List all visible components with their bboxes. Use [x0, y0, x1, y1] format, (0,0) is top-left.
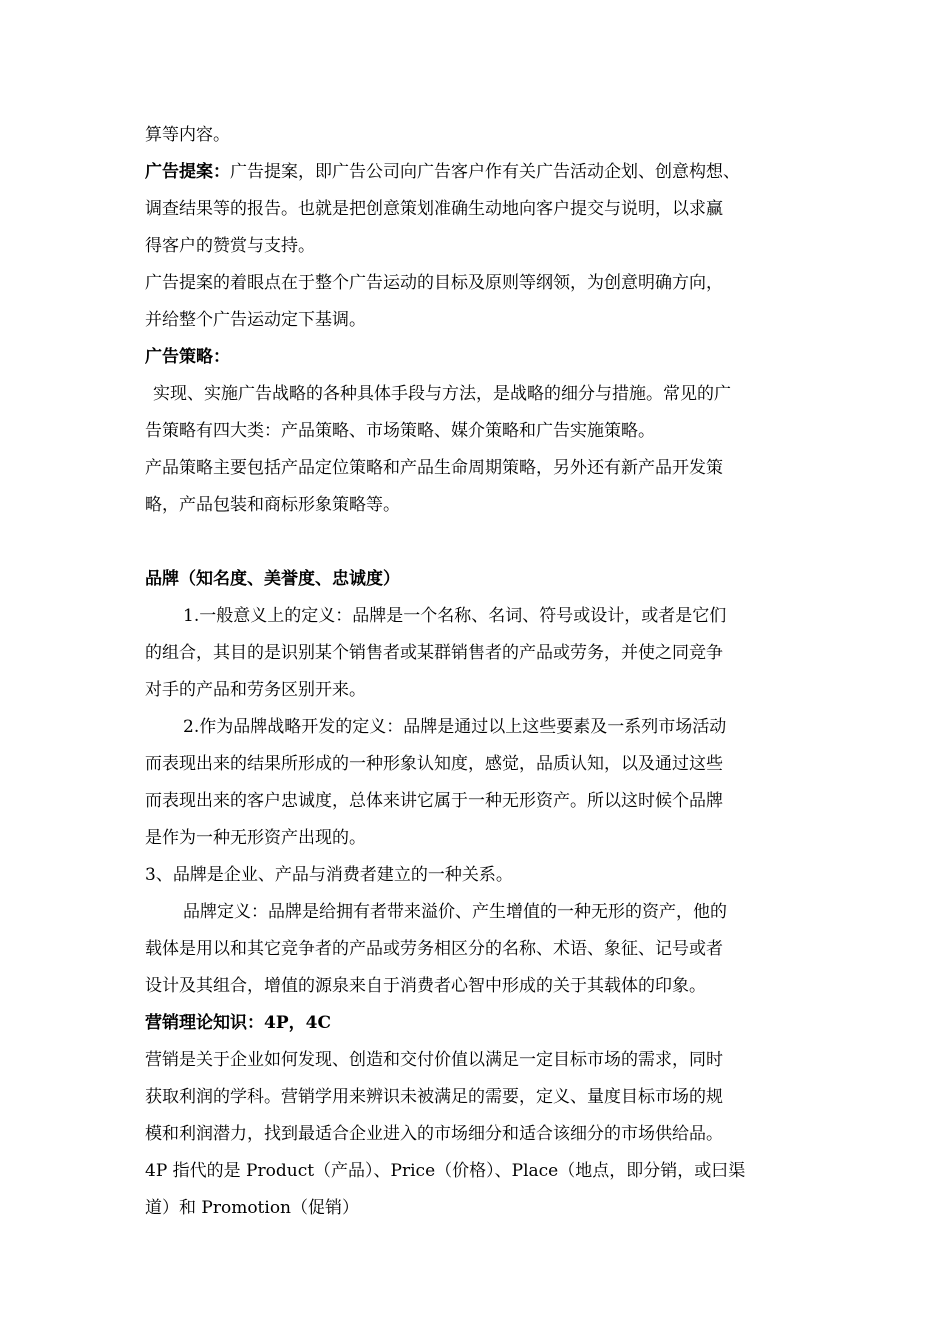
text-line: 并给整个广告运动定下基调。 — [145, 310, 366, 330]
text-line: 算等内容。 — [145, 125, 230, 145]
inline-text: 广告提案，即广告公司向广告客户作有关广告活动企划、创意构想、 — [230, 162, 740, 182]
text-line: 而表现出来的客户忠诚度，总体来讲它属于一种无形资产。所以这时候个品牌 — [145, 791, 723, 811]
text-line: 略，产品包装和商标形象策略等。 — [145, 495, 400, 515]
document-page — [145, 117, 825, 1227]
text-line: 广告提案的着眼点在于整个广告运动的目标及原则等纲领，为创意明确方向， — [145, 273, 723, 293]
text-line: 1.一般意义上的定义：品牌是一个名称、名词、符号或设计，或者是它们 — [183, 606, 727, 626]
text-line: 得客户的赞赏与支持。 — [145, 236, 315, 256]
text-line: 产品策略主要包括产品定位策略和产品生命周期策略，另外还有新产品开发策 — [145, 458, 723, 478]
text-line: 获取利润的学科。营销学用来辨识未被满足的需要，定义、量度目标市场的规 — [145, 1087, 723, 1107]
text-line: 模和利润潜力，找到最适合企业进入的市场细分和适合该细分的市场供给品。 — [145, 1124, 723, 1144]
text-line — [145, 154, 825, 191]
text-line: 品牌定义：品牌是给拥有者带来溢价、产生增值的一种无形的资产，他的 — [183, 902, 727, 922]
text-line: 营销是关于企业如何发现、创造和交付价值以满足一定目标市场的需求，同时 — [145, 1050, 723, 1070]
paragraph-gap — [145, 524, 825, 561]
text-line: 告策略有四大类：产品策略、市场策略、媒介策略和广告实施策略。 — [145, 421, 655, 441]
heading-ad-strategy: 广告策略： — [145, 347, 230, 367]
text-line: 3、品牌是企业、产品与消费者建立的一种关系。 — [145, 865, 513, 885]
heading-marketing-theory: 营销理论知识：4P，4C — [145, 1013, 331, 1033]
text-line: 调查结果等的报告。也就是把创意策划准确生动地向客户提交与说明，以求赢 — [145, 199, 723, 219]
text-line: 4P 指代的是 Product（产品）、Price（价格）、Place（地点，即分销，或曰渠 — [145, 1161, 746, 1181]
text-line: 的组合，其目的是识别某个销售者或某群销售者的产品或劳务，并使之同竞争 — [145, 643, 723, 663]
text-line: 2.作为品牌战略开发的定义：品牌是通过以上这些要素及一系列市场活动 — [183, 717, 727, 737]
text-line: 道）和 Promotion（促销） — [145, 1198, 360, 1218]
heading-ad-proposal: 广告提案： — [145, 162, 230, 182]
heading-brand: 品牌（知名度、美誉度、忠诚度） — [145, 569, 400, 589]
text-line: 是作为一种无形资产出现的。 — [145, 828, 366, 848]
text-line: 实现、实施广告战略的各种具体手段与方法，是战略的细分与措施。常见的广 — [153, 384, 731, 404]
text-line: 而表现出来的结果所形成的一种形象认知度，感觉，品质认知，以及通过这些 — [145, 754, 723, 774]
text-line: 载体是用以和其它竞争者的产品或劳务相区分的名称、术语、象征、记号或者 — [145, 939, 723, 959]
text-line: 对手的产品和劳务区别开来。 — [145, 680, 366, 700]
text-line: 设计及其组合，增值的源泉来自于消费者心智中形成的关于其载体的印象。 — [145, 976, 706, 996]
